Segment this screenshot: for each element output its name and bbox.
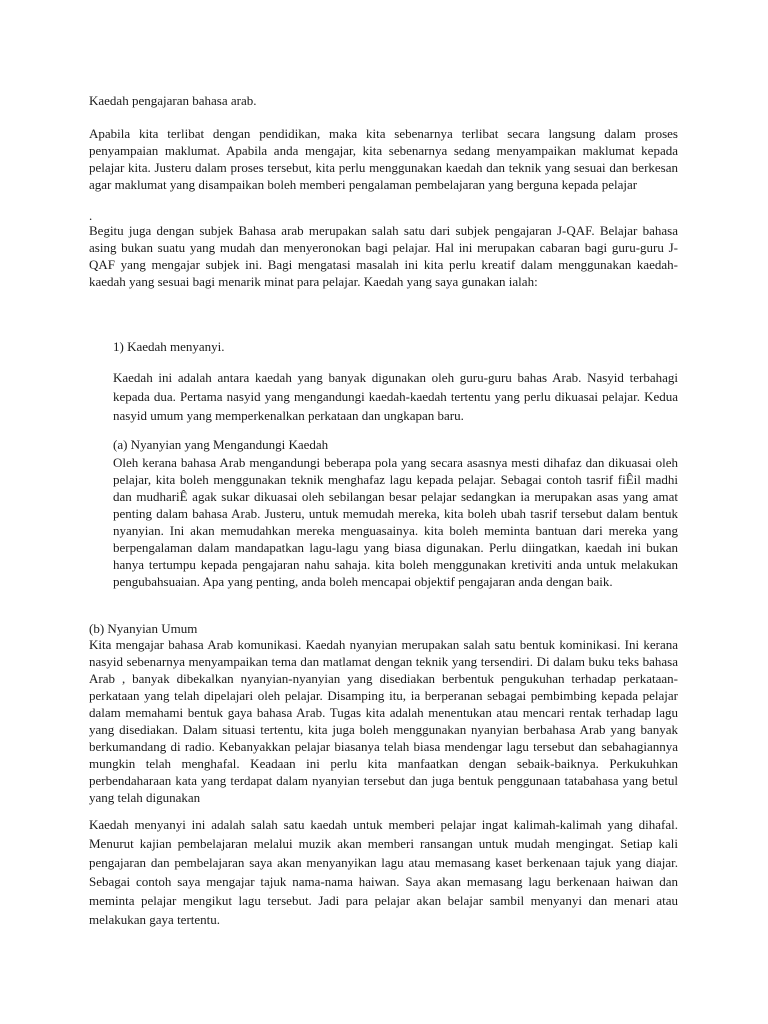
sub-heading-b: (b) Nyanyian Umum — [89, 621, 198, 636]
sub-heading-a: (a) Nyanyian yang Mengandungi Kaedah — [113, 437, 329, 452]
sub-b-body: Kita mengajar bahasa Arab komunikasi. Kaedah nyanyian merupakan salah satu bentuk kominikasi. Ini kerana nasyid sebenarnya menyampaikan tema dan matlamat dengan teknik yang tersendiri. Di dalam buku teks bahasa Arab , banyak dibekalkan nyanyian-nyanyian yang disediakan berbentuk pengukuhan terhadap perkataan-perkataan yang telah dipelajari oleh pelajar. Disamping itu, ia berperanan sebagai pembimbing kepada pelajar dalam memahami bentuk gaya bahasa Arab. Tugas kita adalah menentukan atau mencari rentak terhadap lagu yang disediakan. Dalam situasi tertentu, kita juga boleh menggunakan nyanyian berbahasa Arab yang banyak berkumandang di radio. Kebanyakkan pelajar biasanya telah biasa mendengar lagu tersebut dan sebahagiannya mungkin telah menghafal. Keadaan ini perlu kita manfaatkan dengan sebaik-baiknya. Perkukuhkan perbendaharaan kata yang terdapat dalam nyanyian tersebut dan juga bentuk penggunaan tatabahasa yang betul yang telah digunakan — [89, 637, 678, 805]
document-title: Kaedah pengajaran bahasa arab. — [89, 93, 257, 108]
list-item-kaedah-menyanyi: 1) Kaedah menyanyi. — [113, 339, 225, 354]
method-description: Kaedah ini adalah antara kaedah yang banyak digunakan oleh guru-guru bahas Arab. Nasyid terbahagi kepada dua. Pertama nasyid yang mengandungi kaedah-kaedah tertentu yang perlu dikuasai pelajar. Kedua nasyid umum yang memperkenalkan perkataan dan ungkapan baru. — [113, 370, 678, 423]
intro-paragraph-2: Begitu juga dengan subjek Bahasa arab merupakan salah satu dari subjek pengajaran J-QAF. Belajar bahasa asing bukan suatu yang mudah dan menyeronokan bagi pelajar. Hal ini merupakan cabaran bagi guru-guru J-QAF yang mengajar subjek ini. Bagi mengatasi masalah ini kita perlu kreatif dalam menggunakan kaedah-kaedah yang sesuai bagi menarik minat para pelajar. Kaedah yang saya gunakan ialah: — [89, 223, 678, 289]
intro-stray-dot: . — [89, 208, 93, 223]
sub-a-body: Oleh kerana bahasa Arab mengandungi beberapa pola yang secara asasnya mesti dihafaz dan dikuasai oleh pelajar, kita boleh menggunakan teknik menghafaz lagu kepada pelajar. Sebagai contoh tasrif fiÊil madhi dan mudhariÊ agak sukar dikuasai oleh sebilangan besar pelajar sedangkan ia merupakan asas yang amat penting dalam bahasa Arab. Justeru, untuk memudah mereka, kita boleh ubah tasrif tersebut dalam bentuk nyanyian. Ini akan memudahkan mereka menguasainya. kita boleh meminta bantuan dari mereka yang berpengalaman dalam mandapatkan lagu-lagu yang biasa digunakan. Perlu diingatkan, kaedah ini bukan hanya tertumpu kepada pengajaran nahu sahaja. kita boleh menggunakan kretiviti anda untuk melakukan pengubahsuaian. Apa yang penting, anda boleh mencapai objektif pengajaran anda dengan baik. — [113, 455, 678, 589]
intro-paragraph-1: Apabila kita terlibat dengan pendidikan, maka kita sebenarnya terlibat secara langsung dalam proses penyampaian maklumat. Apabila anda mengajar, kita sebenarnya sedang menyampaikan maklumat kepada pelajar kita. Justeru dalam proses tersebut, kita perlu menggunakan kaedah dan teknik yang sesuai dan berkesan agar maklumat yang disampaikan boleh memberi pengalaman pembelajaran yang berguna kepada pelajar — [89, 126, 678, 192]
closing-paragraph: Kaedah menyanyi ini adalah salah satu kaedah untuk memberi pelajar ingat kalimah-kalimah yang dihafal. Menurut kajian pembelajaran melalui muzik akan memberi ransangan untuk mudah mengingat. Setiap kali pengajaran dan pembelajaran saya akan menyanyikan lagu atau memasang kaset berkenaan tajuk yang diajar. Sebagai contoh saya mengajar tajuk nama-nama haiwan. Saya akan memasang lagu berkenaan haiwan dan meminta pelajar mengikut lagu tersebut. Jadi para pelajar akan belajar sambil menyanyi dan menari atau melakukan gaya tertentu. — [89, 817, 678, 927]
